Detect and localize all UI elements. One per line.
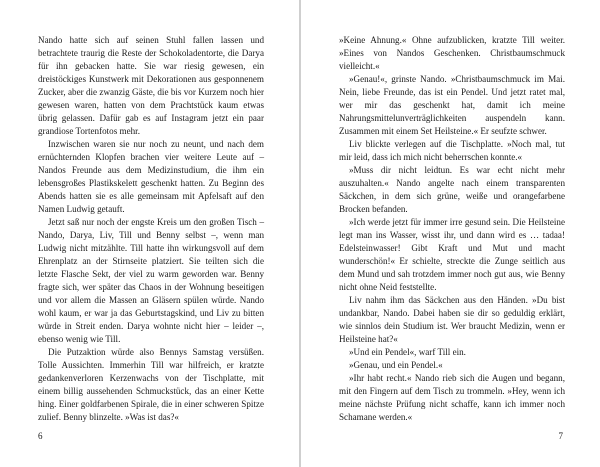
page-number: 7: [558, 431, 563, 441]
right-page-body: [339, 34, 565, 424]
right-page: [300, 0, 600, 467]
paragraph: »Genau!«, grinste Nando. »Christbaumschmuck im Mai. Nein, liebe Freunde, das ist ein Pendel. Und jetzt ratet mal, wer mir das geschenkt hat, damit ich meine Nahrungsmittelunverträglichkeiten auspendeln kann. Zusammen mit einem Set Heilsteine.« Er seufzte schwer.: [339, 74, 565, 136]
paragraph: Liv blickte verlegen auf die Tischplatte. »Noch mal, tut mir leid, dass ich mich nicht beherrschen konnte.«: [339, 139, 565, 162]
left-page-body: [38, 34, 264, 424]
paragraph: »Ihr habt recht.« Nando rieb sich die Augen und begann, mit den Fingern auf dem Tisch zu trommeln. »Hey, wenn ich meine nächste Prüfung nicht schaffe, kann ich immer noch Schamane werden.«: [339, 373, 565, 422]
paragraph: Inzwischen waren sie nur noch zu neunt, und nach dem ernüchternden Klopfen brachen vier weitere Leute auf – Nandos Freunde aus dem Medizinstudium, die ihm ein lebensgroßes Plastikskelett geschenkt hatten. Zu Beginn des Abends hatten sie es alle gemeinsam mit Apfelsaft auf den Namen Ludwig getauft.: [38, 139, 264, 214]
page-number: 6: [38, 431, 43, 441]
paragraph: »Und ein Pendel«, warf Till ein.: [349, 347, 466, 357]
paragraph: »Ich werde jetzt für immer irre gesund sein. Die Heilsteine legt man ins Wasser, wisst ihr, und dann wird es … tadaa! Edelsteinwasser! Gibt Kraft und Mut und macht wunderschön!« Er schielte, streckte die Zunge seitlich aus dem Mund und sah trotzdem immer noch gut aus, wie Benny nicht ohne Neid feststellte.: [339, 217, 565, 292]
paragraph: »Muss dir nicht leidtun. Es war echt nicht mehr auszuhalten.« Nando angelte nach einem transparenten Säckchen, in dem sich grüne, weiße und orangefarbene Brocken befanden.: [339, 165, 565, 214]
paragraph: Jetzt saß nur noch der engste Kreis um den großen Tisch – Nando, Darya, Liv, Till und Benny selbst –, wenn man Ludwig nicht mitzählte. Till hatte ihn wirkungsvoll auf dem Ehrenplatz an der Stirnseite platziert. Sie teilten sich die letzte Flasche Sekt, der viel zu warm geworden war. Benny fragte sich, wer später das Chaos in der Wohnung beseitigen und vor allem die Massen an Gläsern spülen würde. Nando wohl kaum, er war ja das Geburtstagskind, und Liv zu bitten würde in Streit enden. Darya wohnte nicht hier – leider –, ebenso wenig wie Till.: [38, 217, 264, 344]
paragraph: »Keine Ahnung.« Ohne aufzublicken, kratzte Till weiter. »Eines von Nandos Geschenken. Christbaumschmuck vielleicht.«: [339, 35, 565, 71]
paragraph: Liv nahm ihm das Säckchen aus den Händen. »Du bist undankbar, Nando. Dabei haben sie dir so geduldig erklärt, wie sinnlos dein Studium ist. Wer braucht Medizin, wenn er Heilsteine hat?«: [339, 295, 565, 344]
paragraph: »Genau, und ein Pendel.«: [349, 360, 443, 370]
paragraph: Nando hatte sich auf seinen Stuhl fallen lassen und betrachtete traurig die Reste der Schokoladentorte, die Darya für ihn gebacken hatte. Sie war riesig gewesen, ein dreistöckiges Kunstwerk mit Dekorationen aus gesponnenem Zucker, aber die zwanzig Gäste, die bis vor Kurzem noch hier gewesen waren, hatten von dem Prachtstück kaum etwas übrig gelassen. Dafür gab es auf Instagram jetzt ein paar grandiose Tortenfotos mehr.: [38, 35, 264, 136]
paragraph: Die Putzaktion würde also Bennys Samstag versüßen. Tolle Aussichten. Immerhin Till war hilfreich, er kratzte gedankenverloren Kerzenwachs von der Tischplatte, mit einem billig aussehenden Schmuckstück, das an einer Kette hing. Einer goldfarbenen Spirale, die in einer schweren Spitze zulief. Benny blinzelte. »Was ist das?«: [38, 347, 264, 422]
